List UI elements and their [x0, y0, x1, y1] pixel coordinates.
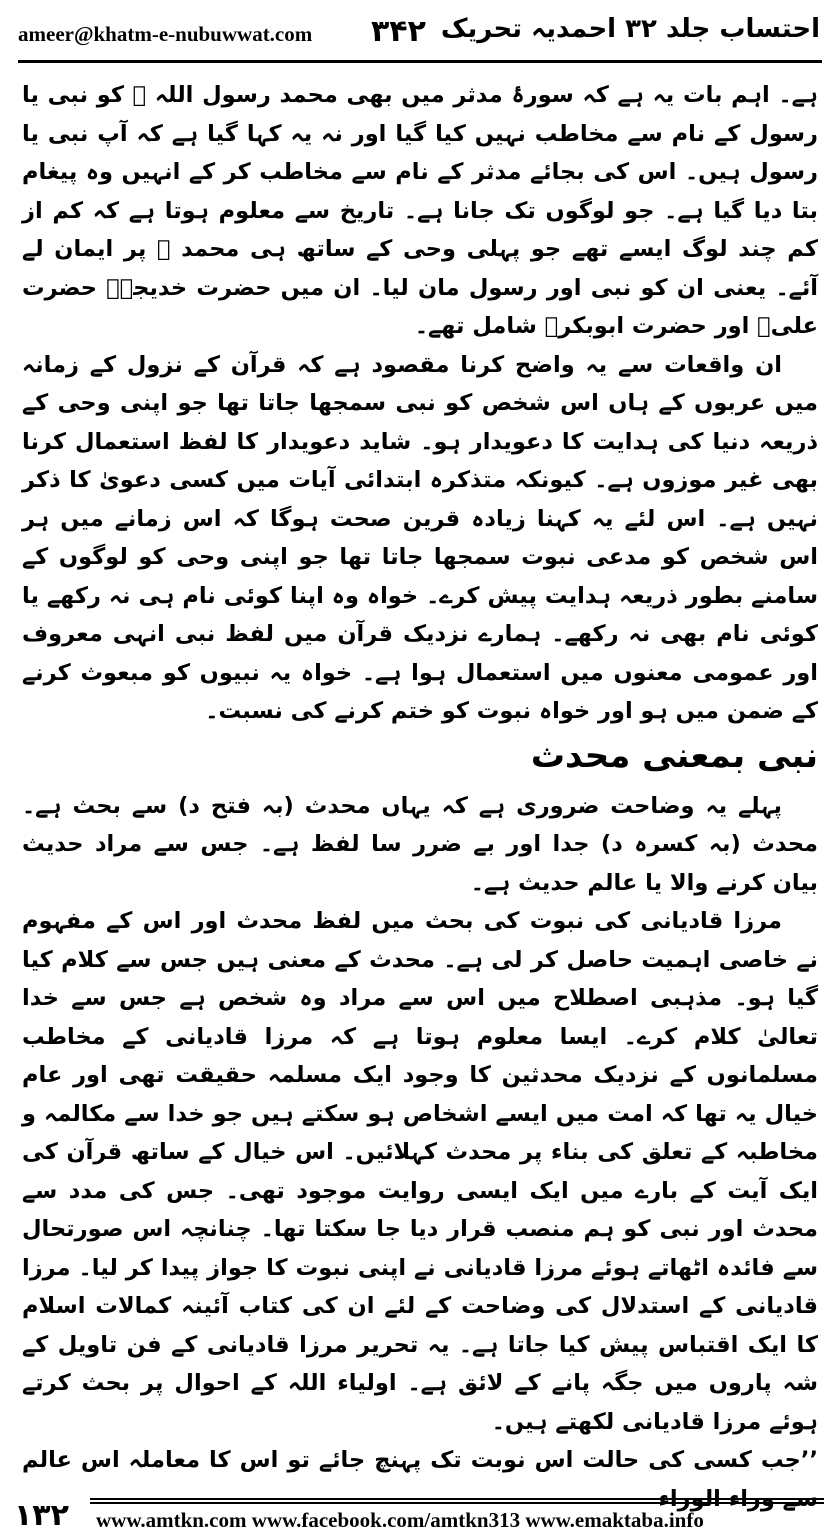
- page-footer: [0, 1494, 840, 1540]
- footer-rule: [90, 1498, 824, 1500]
- header-email: ameer@khatm-e-nubuwwat.com: [18, 22, 313, 46]
- footer-rule-second: [90, 1502, 824, 1504]
- paragraph-1: ہے۔ اہم بات یہ ہے کہ سورۂ مدثر میں بھی محمد رسول اللہ ﷺ کو نبی یا رسول کے نام سے مخاطب نہیں کیا گیا اور نہ یہ کہا گیا ہے کہ آپ نبی یا رسول ہیں۔ اس کی بجائے مدثر کے نام سے مخاطب کر کے انہیں وہ پیغام بتا دیا گیا ہے۔ جو لوگوں تک جانا ہے۔ تاریخ سے معلوم ہوتا ہے کہ کم از کم چند لوگ ایسے تھے جو پہلی وحی کے ساتھ ہی محمد ﷺ پر ایمان لے آئے۔ یعنی ان کو نبی اور رسول مان لیا۔ ان میں حضرت خدیجہؓ حضرت علیؓ اور حضرت ابوبکرؓ شامل تھے۔: [22, 82, 818, 339]
- footer-page-number: ۱۳۲: [14, 1498, 69, 1533]
- page-body: [22, 76, 818, 1518]
- header-rule: [18, 60, 822, 63]
- page-header: [0, 0, 840, 72]
- header-page-number: ۳۴۲: [371, 14, 426, 49]
- quote-start: ’’جب کسی کی حالت اس نوبت تک پہنچ جائے تو اس کا معاملہ اس عالم: [22, 1447, 818, 1473]
- section-paragraph-1: پہلے یہ وضاحت ضروری ہے کہ یہاں محدث (بہ فتح د) سے بحث ہے۔ محدث (بہ کسرہ د) جدا اور بے ضرر سا لفظ ہے۔ جس سے مراد حدیث بیان کرنے والا یا عالم حدیث ہے۔: [22, 792, 818, 896]
- footer-links: www.amtkn.com www.facebook.com/amtkn313 www.emaktaba.info: [96, 1508, 704, 1532]
- section-paragraph-2: مرزا قادیانی کی نبوت کی بحث میں لفظ محدث اور اس کے مفہوم نے خاصی اہمیت حاصل کر لی ہے۔ محدث کے معنی ہیں جس سے کلام کیا گیا ہو۔ مذہبی اصطلاح میں اس سے مراد وہ شخص ہے جس سے خدا تعالیٰ کلام کرے۔ ایسا معلوم ہوتا ہے کہ مرزا قادیانی کے مخاطب مسلمانوں کے نزدیک محدثین کا وجود ایک مسلمہ حقیقت تھی اور عام خیال یہ تھا کہ امت میں ایسے اشخاص ہو سکتے ہیں جو خدا سے مکالمہ و مخاطبہ کے تعلق کی بناء پر محدث کہلائیں۔ اس خیال کے ساتھ قرآن کی ایک آیت کے بارے میں ایک ایسی روایت موجود تھی۔ جس کی مدد سے محدث اور نبی کو ہم منصب قرار دیا جا سکتا تھا۔ چنانچہ اس صورتحال سے فائدہ اٹھاتے ہوئے مرزا قادیانی نے اپنی نبوت کا جواز پیدا کر لیا۔ مرزا قادیانی کے استدلال کی وضاحت کے لئے ان کی کتاب آئینہ کمالات اسلام کا ایک اقتباس پیش کیا جاتا ہے۔ یہ تحریر مرزا قادیانی کے فن تاویل کے شہ پاروں میں جگہ پانے کے لائق ہے۔ اولیاء اللہ کے احوال پر بحث کرتے ہوئے مرزا قادیانی لکھتے ہیں۔: [22, 908, 818, 1435]
- section-heading: نبی بمعنی محدث: [530, 735, 818, 776]
- paragraph-2: ان واقعات سے یہ واضح کرنا مقصود ہے کہ قرآن کے نزول کے زمانہ میں عربوں کے ہاں اس شخص کو نبی سمجھا جاتا تھا جو اپنی وحی کے ذریعہ دنیا کی ہدایت کا دعویدار ہو۔ شاید دعویدار کا لفظ استعمال کرنا بھی غیر موزوں ہے۔ کیونکہ متذکرہ ابتدائی آیات میں کسی دعویٰ کا ذکر نہیں ہے۔ اس لئے یہ کہنا زیادہ قرین صحت ہوگا کہ اس زمانے میں ہر اس شخص کو مدعی نبوت سمجھا جاتا تھا جو اپنی وحی کو لوگوں کے سامنے بطور ذریعہ ہدایت پیش کرے۔ خواہ وہ اپنا کوئی نام ہی نہ رکھے یا کوئی نام بھی نہ رکھے۔ ہمارے نزدیک قرآن میں لفظ نبی انہی معروف اور عمومی معنوں میں استعمال ہوا ہے۔ خواہ یہ نبیوں کو مبعوث کرنے کے ضمن میں ہو اور خواہ نبوت کو ختم کرنے کی نسبت۔: [22, 351, 818, 724]
- header-title: احتساب جلد ۳۲ احمدیہ تحریک: [440, 14, 820, 44]
